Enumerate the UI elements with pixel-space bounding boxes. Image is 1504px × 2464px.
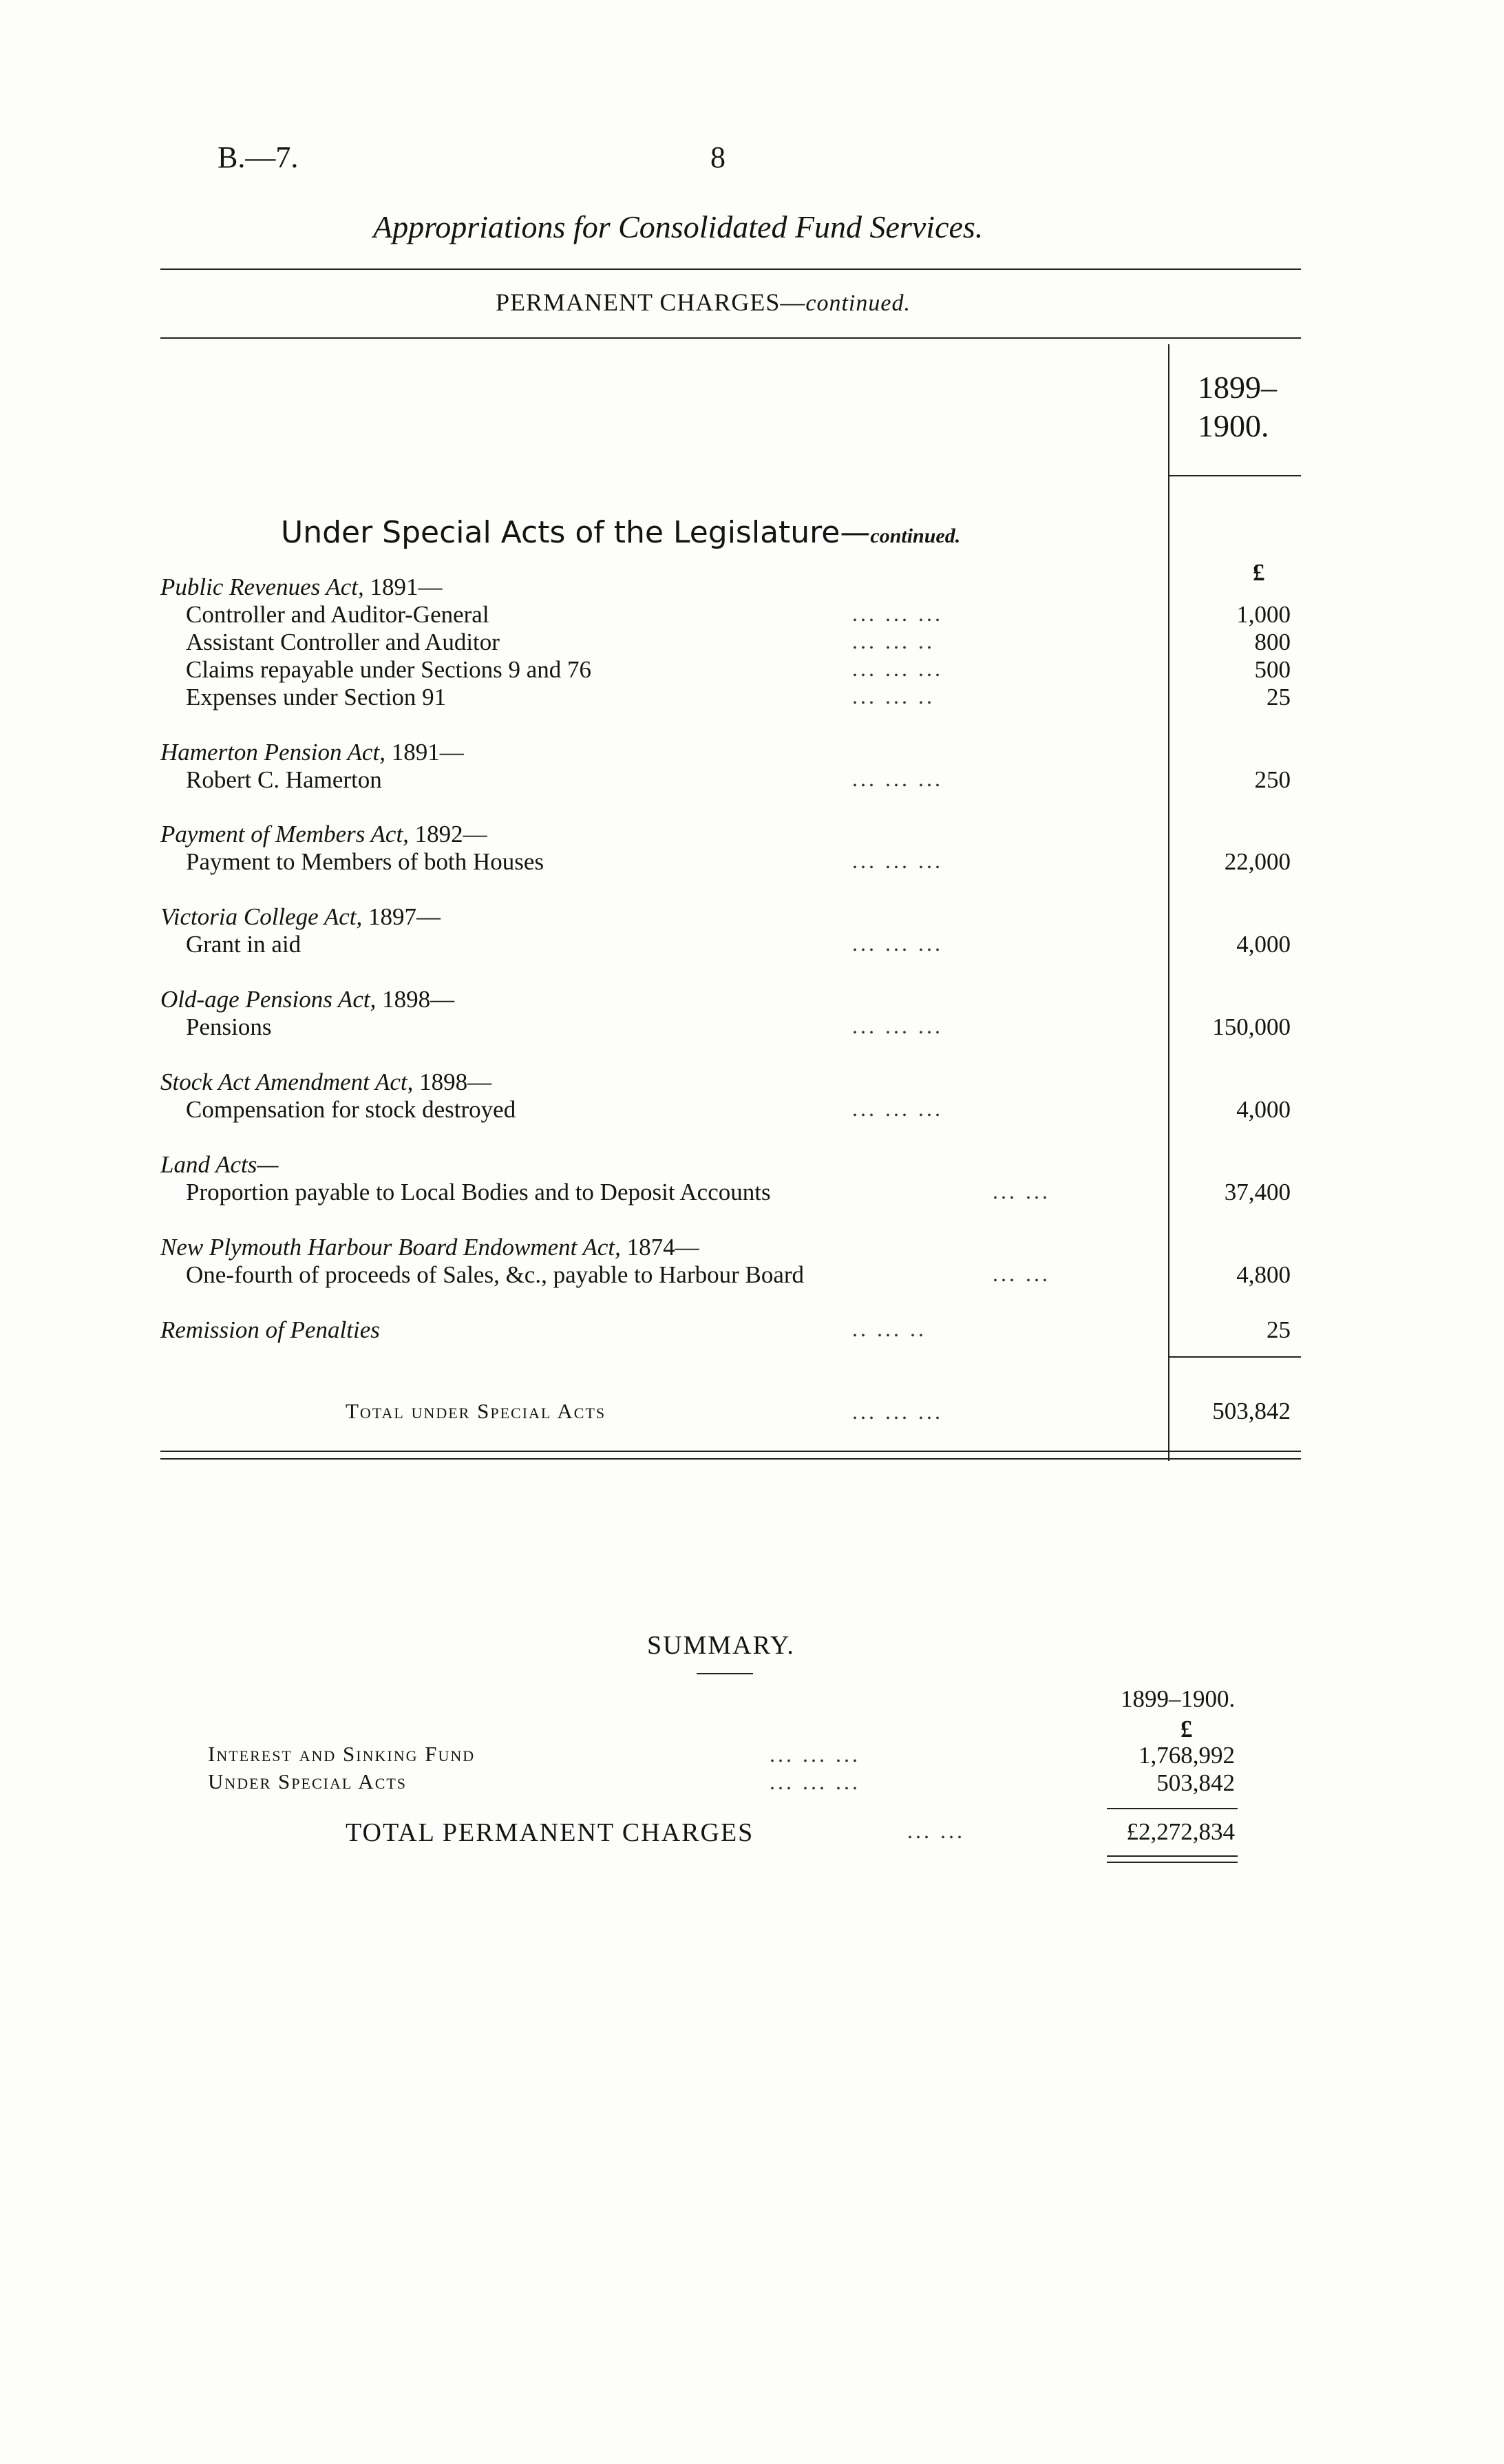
line-item: Pensions bbox=[186, 1013, 272, 1040]
summary-double-rule-1 bbox=[1107, 1855, 1238, 1857]
leader-dots: ... ... .. bbox=[852, 629, 935, 653]
leader-dots: ... ... ... bbox=[852, 848, 943, 873]
act-heading bbox=[160, 739, 464, 766]
summary-row-label: Under Special Acts bbox=[208, 1769, 407, 1793]
act-heading bbox=[160, 573, 443, 601]
line-value: 150,000 bbox=[1212, 1013, 1291, 1040]
line-item: Payment to Members of both Houses bbox=[186, 848, 544, 875]
leader-dots: ... ... ... bbox=[770, 1742, 860, 1767]
act-name: Public Revenues Act, bbox=[160, 573, 364, 600]
line-value: 37,400 bbox=[1224, 1179, 1291, 1205]
line-value: 250 bbox=[1254, 766, 1291, 793]
act-heading bbox=[160, 986, 454, 1013]
leader-dots: ... ... ... bbox=[852, 656, 943, 681]
banner-suffix: continued. bbox=[805, 291, 911, 316]
currency-symbol: £ bbox=[1253, 559, 1265, 586]
leader-dots: ... ... ... bbox=[852, 601, 943, 626]
line-item: Claims repayable under Sections 9 and 76 bbox=[186, 656, 592, 683]
line-item: Assistant Controller and Auditor bbox=[186, 629, 500, 655]
leader-dots: .. ... .. bbox=[852, 1316, 926, 1341]
act-name: Land Acts— bbox=[160, 1151, 279, 1178]
summary-underline bbox=[697, 1673, 753, 1674]
summary-row-value: 503,842 bbox=[1156, 1769, 1235, 1796]
act-year: 1897— bbox=[362, 903, 441, 930]
total-double-rule-1 bbox=[160, 1451, 1301, 1452]
line-item: Proportion payable to Local Bodies and to Deposit Accounts bbox=[186, 1179, 771, 1205]
line-value: 25 bbox=[1267, 1316, 1291, 1343]
line-value: 800 bbox=[1254, 629, 1291, 655]
year-line-1: 1899– bbox=[1198, 370, 1277, 405]
top-rule bbox=[160, 268, 1301, 270]
act-name: New Plymouth Harbour Board Endowment Act, bbox=[160, 1234, 621, 1261]
leader-dots: ... ... bbox=[907, 1818, 965, 1843]
act-year: 1892— bbox=[408, 821, 487, 847]
total-label: Total under Special Acts bbox=[346, 1399, 606, 1423]
act-heading bbox=[160, 1151, 278, 1179]
act-year: 1898— bbox=[376, 986, 455, 1013]
summary-row-value: 1,768,992 bbox=[1138, 1742, 1235, 1769]
act-year: 1874— bbox=[620, 1234, 699, 1261]
leader-dots: ... ... ... bbox=[852, 1096, 943, 1121]
summary-double-rule-2 bbox=[1107, 1862, 1238, 1863]
summary-subtotal-rule bbox=[1107, 1808, 1238, 1809]
line-item: Grant in aid bbox=[186, 931, 301, 958]
banner-text: PERMANENT CHARGES— bbox=[496, 288, 806, 316]
leader-dots: ... ... ... bbox=[770, 1769, 860, 1794]
page-number: 8 bbox=[710, 140, 725, 174]
line-value: 4,000 bbox=[1236, 931, 1291, 958]
leader-dots: ... ... ... bbox=[852, 1013, 943, 1038]
summary-year: 1899–1900. bbox=[1121, 1685, 1236, 1712]
summary-total-value: £2,272,834 bbox=[1126, 1818, 1235, 1845]
banner-rule bbox=[160, 337, 1301, 339]
subtotal-rule bbox=[1168, 1356, 1301, 1358]
leader-dots: ... ... ... bbox=[852, 766, 943, 791]
section-banner bbox=[496, 288, 911, 317]
total-double-rule-2 bbox=[160, 1458, 1301, 1460]
total-value: 503,842 bbox=[1212, 1398, 1291, 1424]
act-name: Stock Act Amendment Act, bbox=[160, 1068, 414, 1095]
section-title-suffix: continued. bbox=[870, 525, 961, 547]
year-column-header bbox=[1198, 368, 1277, 445]
leader-dots: ... ... bbox=[993, 1261, 1050, 1286]
line-value: 1,000 bbox=[1236, 601, 1291, 628]
summary-total-label: TOTAL PERMANENT CHARGES bbox=[346, 1818, 754, 1847]
section-title-text: Under Special Acts of the Legislature— bbox=[281, 515, 871, 550]
act-heading bbox=[160, 1068, 491, 1096]
leader-dots: ... ... bbox=[993, 1179, 1050, 1203]
line-item: Expenses under Section 91 bbox=[186, 684, 447, 710]
document-code: B.—7. bbox=[218, 140, 299, 174]
line-value: 25 bbox=[1267, 684, 1291, 710]
act-heading: Remission of Penalties bbox=[160, 1316, 380, 1343]
page-title: Appropriations for Consolidated Fund Services. bbox=[373, 209, 984, 244]
act-name: Old-age Pensions Act, bbox=[160, 986, 377, 1013]
summary-currency: £ bbox=[1180, 1716, 1193, 1742]
act-heading bbox=[160, 821, 487, 848]
line-item: Compensation for stock destroyed bbox=[186, 1096, 516, 1123]
year-header-rule bbox=[1168, 475, 1301, 476]
act-name: Payment of Members Act, bbox=[160, 821, 409, 847]
summary-title: SUMMARY. bbox=[647, 1631, 795, 1660]
line-item: One-fourth of proceeds of Sales, &c., payable to Harbour Board bbox=[186, 1261, 805, 1288]
section-title bbox=[281, 515, 960, 550]
line-value: 4,000 bbox=[1236, 1096, 1291, 1123]
act-year: 1891— bbox=[385, 739, 464, 766]
leader-dots: ... ... .. bbox=[852, 684, 935, 708]
act-name: Hamerton Pension Act, bbox=[160, 739, 385, 766]
line-item: Controller and Auditor-General bbox=[186, 601, 489, 628]
line-value: 500 bbox=[1254, 656, 1291, 683]
year-line-2: 1900. bbox=[1198, 408, 1269, 443]
act-name: Victoria College Act, bbox=[160, 903, 363, 930]
act-heading bbox=[160, 903, 441, 931]
line-value: 22,000 bbox=[1224, 848, 1291, 875]
line-item: Robert C. Hamerton bbox=[186, 766, 382, 793]
act-heading bbox=[160, 1234, 699, 1261]
column-divider bbox=[1168, 344, 1169, 1461]
line-value: 4,800 bbox=[1236, 1261, 1291, 1288]
act-year: 1898— bbox=[413, 1068, 492, 1095]
leader-dots: ... ... ... bbox=[852, 1399, 943, 1424]
summary-row-label: Interest and Sinking Fund bbox=[208, 1742, 476, 1766]
leader-dots: ... ... ... bbox=[852, 931, 943, 956]
act-year: 1891— bbox=[363, 573, 443, 600]
